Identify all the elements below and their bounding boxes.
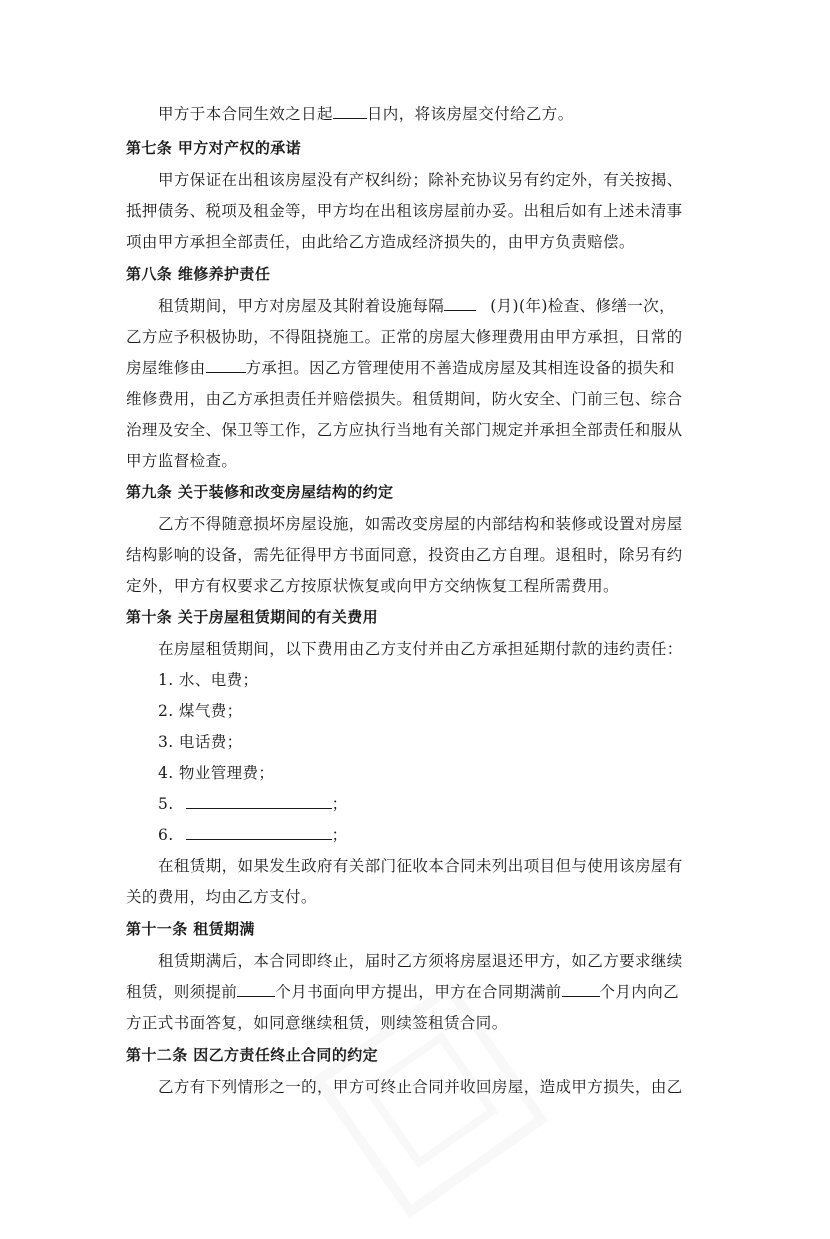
paragraph-line: 在租赁期，如果发生政府有关部门征收本合同未列出项目但与使用该房屋有 (158, 857, 683, 875)
list-item: 1. 水、电费； (158, 671, 259, 689)
paragraph-line: 甲方监督检查。 (126, 452, 238, 470)
paragraph-line: 维修费用，由乙方承担责任并赔偿损失。租赁期间，防火安全、门前三包、综合 (126, 390, 683, 408)
list-item (158, 820, 348, 850)
blank-line (186, 822, 332, 840)
paragraph-line: 在房屋租赁期间，以下费用由乙方支付并由乙方承担延期付款的违约责任： (158, 640, 683, 658)
paragraph-line: 乙方应予积极协助，不得阻挠施工。正常的房屋大修理费用由甲方承担，日常的 (126, 328, 683, 346)
text-span: ； (331, 795, 348, 813)
blank-line (186, 791, 332, 809)
article-heading-10: 第十条 关于房屋租赁期间的有关费用 (126, 608, 379, 626)
article-heading-7: 第七条 甲方对产权的承诺 (126, 139, 302, 157)
paragraph-line: 甲方保证在出租该房屋没有产权纠纷；除补充协议另有约定外，有关按揭、 (158, 171, 683, 189)
paragraph-line: 租赁期满后，本合同即终止，届时乙方须将房屋退还甲方，如乙方要求继续 (158, 952, 683, 970)
text-span: 甲方于本合同生效之日起 (158, 105, 333, 123)
paragraph-line: 结构影响的设备，需先征得甲方书面同意，投资由乙方自理。退租时，除另有约 (126, 546, 683, 564)
blank-line (562, 979, 600, 997)
blank-line (206, 355, 246, 373)
paragraph-line: 治理及安全、保卫等工作，乙方应执行当地有关部门规定并承担全部责任和服从 (126, 421, 683, 439)
blank-line (237, 979, 275, 997)
list-item: 2. 煤气费； (158, 702, 243, 720)
blank-line (333, 101, 367, 119)
text-span: 个月书面向甲方提出，甲方在合同期满前 (275, 983, 562, 1001)
text-span: 个月内向乙 (599, 983, 680, 1001)
paragraph-line: 乙方有下列情形之一的，甲方可终止合同并收回房屋，造成甲方损失，由乙 (158, 1078, 683, 1096)
article-heading-11: 第十一条 租赁期满 (126, 920, 255, 938)
list-item: 4. 物业管理费； (158, 764, 275, 782)
paragraph-line (126, 353, 675, 383)
paragraph-line (158, 291, 675, 321)
list-item (158, 789, 348, 819)
paragraph-line: 抵押债务、税项及租金等，甲方均在出租该房屋前办妥。出租后如有上述未清事 (126, 202, 683, 220)
text-span: ； (331, 826, 348, 844)
blank-line (444, 293, 476, 311)
paragraph-line: 关的费用，均由乙方支付。 (126, 888, 317, 906)
text-span: 房屋维修由 (126, 359, 206, 377)
paragraph-line (158, 99, 574, 129)
text-span: 租赁期间，甲方对房屋及其附着设施每隔 (158, 297, 445, 315)
article-heading-9: 第九条 关于装修和改变房屋结构的约定 (126, 483, 394, 501)
article-heading-12: 第十二条 因乙方责任终止合同的约定 (126, 1046, 379, 1064)
text-span: (月)(年)检查、修缮一次， (490, 297, 675, 315)
article-heading-8: 第八条 维修养护责任 (126, 265, 271, 283)
text-span: 5. (158, 795, 174, 813)
text-span: 方承担。因乙方管理使用不善造成房屋及其相连设备的损失和 (245, 359, 675, 377)
paragraph-line: 定外，甲方有权要求乙方按原状恢复或向甲方交纳恢复工程所需费用。 (126, 577, 619, 595)
text-span: 租赁，则须提前 (126, 983, 238, 1001)
paragraph-line: 项由甲方承担全部责任，由此给乙方造成经济损失的，由甲方负责赔偿。 (126, 233, 635, 251)
text-span: 6. (158, 826, 174, 844)
text-span: 日内，将该房屋交付给乙方。 (366, 105, 574, 123)
paragraph-line: 乙方不得随意损坏房屋设施，如需改变房屋的内部结构和装修或设置对房屋 (158, 515, 683, 533)
paragraph-line: 方正式书面答复，如同意继续租赁，则续签租赁合同。 (126, 1014, 508, 1032)
list-item: 3. 电话费； (158, 733, 243, 751)
